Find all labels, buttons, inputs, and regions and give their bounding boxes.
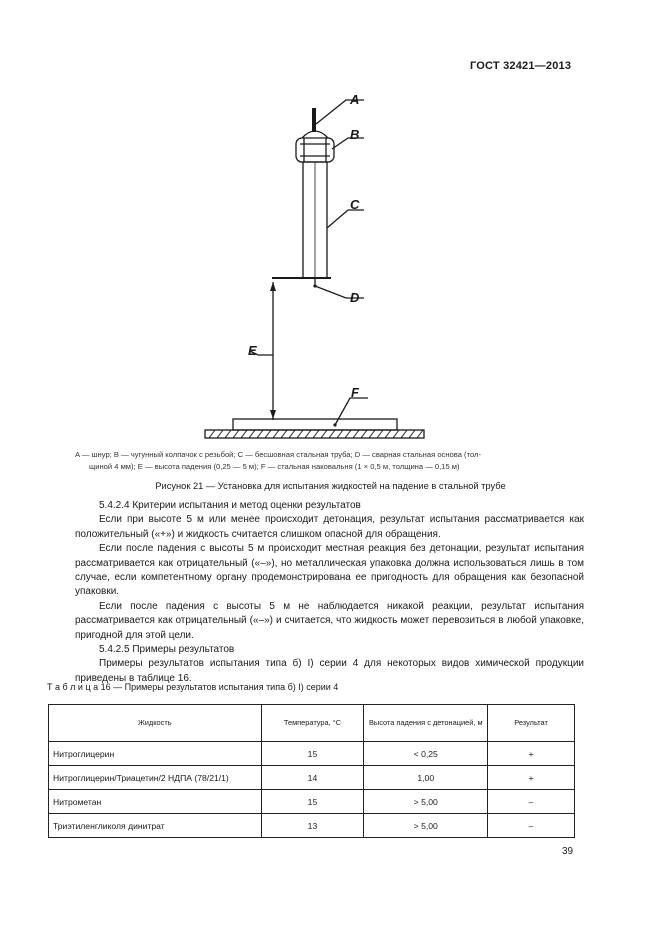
header-result: Результат <box>488 705 575 742</box>
table-row <box>49 790 575 814</box>
cell-drop-height: > 5,00 <box>364 790 488 814</box>
cell-drop-height: < 0,25 <box>364 742 488 766</box>
paragraph-no-reaction: Если после падения с высоты 5 м не наблюдается никакой реакции, результат испытания рассматривается как отрицательный («–») и считается, что жидкость может перевозиться в любой упаковке, пригодной для этой цели. <box>75 600 584 641</box>
cell-liquid: Нитрометан <box>49 790 262 814</box>
cell-temperature: 14 <box>261 766 364 790</box>
label-d: D <box>350 290 360 305</box>
label-c: C <box>350 197 360 212</box>
cap-shape <box>296 138 334 162</box>
table-row <box>49 766 575 790</box>
page-number: 39 <box>562 846 574 857</box>
label-e: E <box>248 343 257 358</box>
cell-liquid: Нитроглицерин/Триацетин/2 НДПА (78/21/1) <box>49 766 262 790</box>
header-temperature: Температура, °С <box>261 705 364 742</box>
paragraph-local-reaction: Если после падения с высоты 5 м происходит местная реакция без детонации, результат испытания рассматривается как отрицательный («–»), но металлическая упаковка должна использоваться лишь в том случае, если компетентному органу продемонстрирована ее пригодность для обращения как безопасной упаковки. <box>75 543 584 598</box>
label-b: B <box>350 127 360 142</box>
legend-line-1: A — шнур; B — чугунный колпачок с резьбой; C — бесшовная стальная труба; D — сварная стальная основа (тол- <box>75 450 481 459</box>
cell-temperature: 13 <box>261 814 364 838</box>
figure-legend <box>75 449 595 473</box>
anvil-shape <box>233 419 397 430</box>
section-heading-5-4-2-5: 5.4.2.5 Примеры результатов <box>99 644 235 656</box>
cell-drop-height: > 5,00 <box>364 814 488 838</box>
cell-drop-height: 1,00 <box>364 766 488 790</box>
header-liquid: Жидкость <box>49 705 262 742</box>
standard-code: ГОСТ 32421—2013 <box>470 60 572 72</box>
table-title: Т а б л и ц а 16 — Примеры результатов испытания типа б) I) серии 4 <box>47 682 339 692</box>
table-row <box>49 814 575 838</box>
paragraph-examples: Примеры результатов испытания типа б) I) серии 4 для некоторых видов химической продукции приведены в таблице 16. <box>75 658 584 684</box>
legend-line-2: щиной 4 мм); E — высота падения (0,25 — 5 м); F — стальная наковальня (1 × 0,5 м, толщина — 0,15 м) <box>89 462 460 471</box>
label-a: A <box>350 92 360 107</box>
drop-test-apparatus-figure <box>0 0 661 450</box>
table-header-row <box>49 705 575 742</box>
header-drop-height: Высота падения с детонацией, м <box>364 705 488 742</box>
figure-caption: Рисунок 21 — Установка для испытания жидкостей на падение в стальной трубе <box>155 481 506 491</box>
results-table <box>48 704 575 838</box>
body-text <box>75 499 584 686</box>
cell-liquid: Триэтиленгликоля динитрат <box>49 814 262 838</box>
label-f: F <box>351 385 359 400</box>
cell-result: – <box>488 814 575 838</box>
paragraph-detonation: Если при высоте 5 м или менее происходит детонация, результат испытания рассматривается как положительный («+») и жидкость считается слишком опасной для обращения. <box>75 514 584 540</box>
section-heading-5-4-2-4: 5.4.2.4 Критерии испытания и метод оценки результатов <box>99 500 361 511</box>
cell-liquid: Нитроглицерин <box>49 742 262 766</box>
cell-result: + <box>488 766 575 790</box>
cell-result: – <box>488 790 575 814</box>
cell-temperature: 15 <box>261 790 364 814</box>
table-row <box>49 742 575 766</box>
cell-result: + <box>488 742 575 766</box>
cell-temperature: 15 <box>261 742 364 766</box>
